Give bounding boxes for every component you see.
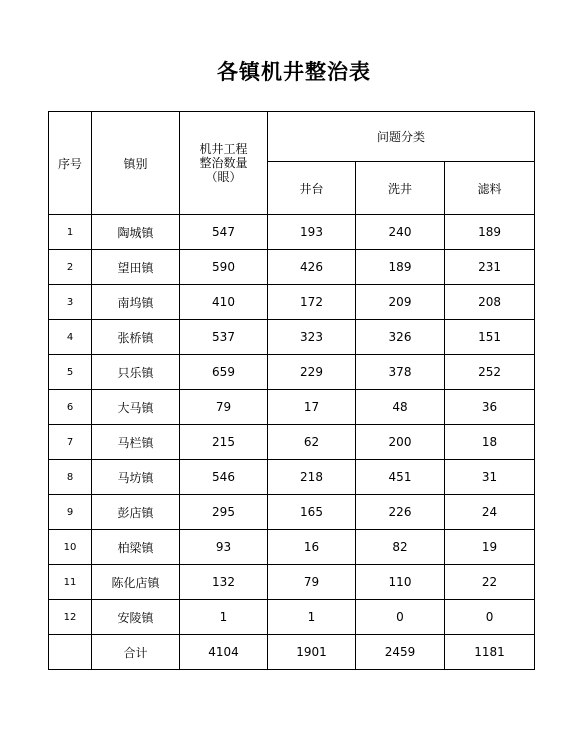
table-header: [49, 112, 535, 215]
cell-jingtai: 172: [268, 285, 356, 320]
cell-lvliao: 252: [445, 355, 535, 390]
cell-seq: 1: [49, 215, 92, 250]
cell-town: 只乐镇: [92, 355, 180, 390]
table-body: [49, 215, 535, 670]
cell-xijing: 240: [356, 215, 445, 250]
cell-town: 南坞镇: [92, 285, 180, 320]
cell-total: 410: [180, 285, 268, 320]
cell-town: 陶城镇: [92, 215, 180, 250]
header-category: 问题分类: [268, 112, 535, 162]
cell-lvliao: 151: [445, 320, 535, 355]
cell-jingtai: 229: [268, 355, 356, 390]
cell-seq: 4: [49, 320, 92, 355]
well-remediation-table: [48, 111, 535, 670]
cell-xijing: 209: [356, 285, 445, 320]
cell-total: 93: [180, 530, 268, 565]
summary-xijing: 2459: [356, 635, 445, 670]
summary-jingtai: 1901: [268, 635, 356, 670]
table-row: [49, 320, 535, 355]
cell-xijing: 0: [356, 600, 445, 635]
cell-total: 1: [180, 600, 268, 635]
cell-lvliao: 18: [445, 425, 535, 460]
table-row: [49, 285, 535, 320]
header-total: [180, 112, 268, 215]
cell-town: 安陵镇: [92, 600, 180, 635]
cell-jingtai: 193: [268, 215, 356, 250]
cell-total: 132: [180, 565, 268, 600]
cell-seq: 10: [49, 530, 92, 565]
page-title: 各镇机井整治表: [217, 60, 371, 84]
cell-total: 590: [180, 250, 268, 285]
cell-jingtai: 323: [268, 320, 356, 355]
cell-total: 537: [180, 320, 268, 355]
cell-seq: 5: [49, 355, 92, 390]
cell-xijing: 110: [356, 565, 445, 600]
cell-xijing: 82: [356, 530, 445, 565]
header-row-top: [49, 112, 535, 162]
cell-xijing: 326: [356, 320, 445, 355]
table-row: [49, 600, 535, 635]
cell-seq: 7: [49, 425, 92, 460]
cell-town: 陈化店镇: [92, 565, 180, 600]
header-total-line1: 机井工程: [199, 142, 248, 156]
cell-lvliao: 19: [445, 530, 535, 565]
summary-seq: [49, 635, 92, 670]
cell-total: 546: [180, 460, 268, 495]
table-row: [49, 460, 535, 495]
cell-seq: 11: [49, 565, 92, 600]
cell-lvliao: 31: [445, 460, 535, 495]
cell-lvliao: 0: [445, 600, 535, 635]
header-lvliao: 滤料: [445, 162, 535, 215]
cell-xijing: 48: [356, 390, 445, 425]
cell-seq: 8: [49, 460, 92, 495]
summary-label: 合计: [92, 635, 180, 670]
cell-total: 295: [180, 495, 268, 530]
summary-total: 4104: [180, 635, 268, 670]
header-total-line2: 整治数量: [199, 156, 248, 170]
cell-jingtai: 79: [268, 565, 356, 600]
table-row: [49, 530, 535, 565]
table-row: [49, 390, 535, 425]
header-total-line3: （眼）: [205, 170, 242, 184]
table-row: [49, 250, 535, 285]
cell-total: 659: [180, 355, 268, 390]
cell-xijing: 378: [356, 355, 445, 390]
table-row: [49, 215, 535, 250]
cell-xijing: 200: [356, 425, 445, 460]
cell-jingtai: 1: [268, 600, 356, 635]
header-xijing: 洗井: [356, 162, 445, 215]
cell-lvliao: 36: [445, 390, 535, 425]
cell-jingtai: 62: [268, 425, 356, 460]
cell-town: 马坊镇: [92, 460, 180, 495]
cell-seq: 6: [49, 390, 92, 425]
header-town: 镇别: [92, 112, 180, 215]
cell-town: 大马镇: [92, 390, 180, 425]
cell-seq: 12: [49, 600, 92, 635]
cell-seq: 2: [49, 250, 92, 285]
cell-xijing: 189: [356, 250, 445, 285]
table-row: [49, 495, 535, 530]
cell-jingtai: 16: [268, 530, 356, 565]
cell-total: 547: [180, 215, 268, 250]
summary-lvliao: 1181: [445, 635, 535, 670]
cell-town: 张桥镇: [92, 320, 180, 355]
cell-lvliao: 189: [445, 215, 535, 250]
cell-town: 彭店镇: [92, 495, 180, 530]
table-row: [49, 425, 535, 460]
cell-xijing: 451: [356, 460, 445, 495]
cell-jingtai: 218: [268, 460, 356, 495]
cell-jingtai: 165: [268, 495, 356, 530]
header-seq: 序号: [49, 112, 92, 215]
cell-xijing: 226: [356, 495, 445, 530]
cell-total: 215: [180, 425, 268, 460]
cell-jingtai: 426: [268, 250, 356, 285]
cell-town: 马栏镇: [92, 425, 180, 460]
cell-jingtai: 17: [268, 390, 356, 425]
cell-lvliao: 231: [445, 250, 535, 285]
cell-lvliao: 22: [445, 565, 535, 600]
header-jingtai: 井台: [268, 162, 356, 215]
cell-seq: 3: [49, 285, 92, 320]
cell-town: 柏梁镇: [92, 530, 180, 565]
cell-lvliao: 208: [445, 285, 535, 320]
summary-row: [49, 635, 535, 670]
cell-total: 79: [180, 390, 268, 425]
cell-town: 望田镇: [92, 250, 180, 285]
table-row: [49, 355, 535, 390]
table-row: [49, 565, 535, 600]
cell-seq: 9: [49, 495, 92, 530]
cell-lvliao: 24: [445, 495, 535, 530]
